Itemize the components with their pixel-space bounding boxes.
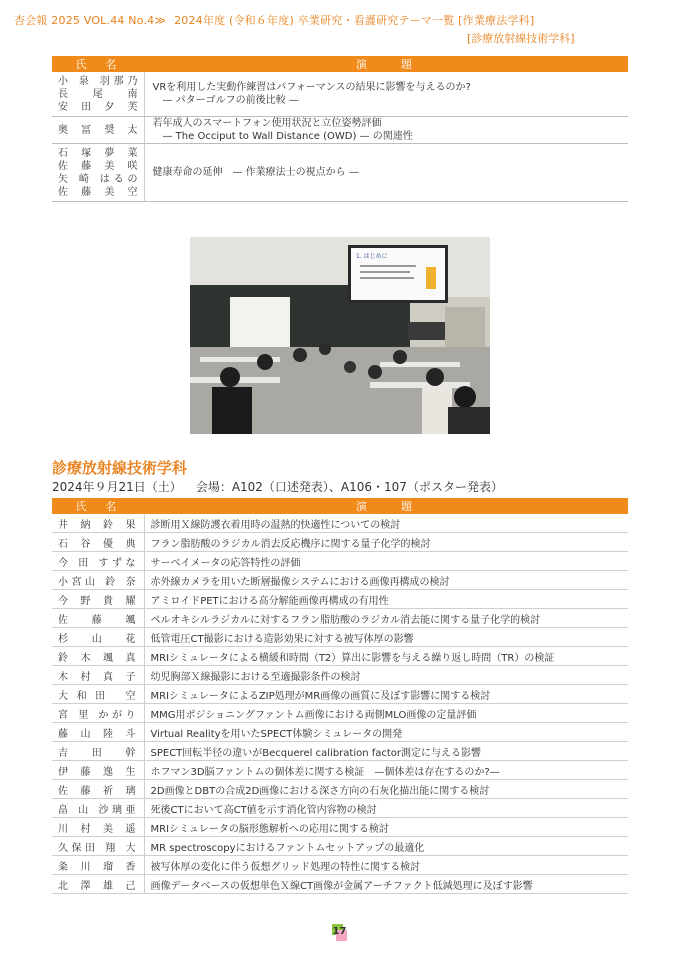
rad-theme-table — [52, 498, 628, 894]
author-names — [52, 144, 144, 202]
table-row — [52, 552, 628, 571]
table-row — [52, 72, 628, 117]
author-name: 畠 山 沙璃亜 — [58, 804, 136, 816]
author-name: 長 尾 南 — [58, 89, 138, 100]
event-date: 2024年９月21日（土） — [52, 480, 182, 494]
table-row — [52, 647, 628, 666]
author-name: 小宮山 鈴 奈 — [58, 576, 136, 588]
table-row — [52, 628, 628, 647]
author-name: 川 村 美 遥 — [58, 823, 136, 835]
author-names — [52, 628, 144, 647]
author-name: 鈴 木 颯 真 — [58, 652, 136, 664]
author-names — [52, 533, 144, 552]
author-names — [52, 799, 144, 818]
author-names — [52, 837, 144, 856]
research-title: サーベイメータの応答特性の評価 — [144, 552, 628, 571]
research-title: アミロイドPETにおける高分解能画像再構成の有用性 — [144, 590, 628, 609]
author-name: 杉 山 花 — [58, 633, 136, 645]
author-names — [52, 514, 144, 533]
author-name: 藤 山 陸 斗 — [58, 728, 136, 740]
table-row — [52, 609, 628, 628]
rad-theme-rows — [52, 514, 628, 894]
author-name: 佐 藤 祈 璃 — [58, 785, 136, 797]
research-title: 2D画像とDBTの合成2D画像における深さ方向の石灰化描出能に関する検討 — [144, 780, 628, 799]
col-header-name: 氏 名 — [52, 498, 144, 514]
table-row — [52, 704, 628, 723]
title-line: 健康寿命の延伸 — 作業療法士の視点から — — [152, 167, 359, 178]
section-title: 診療放射線技術学科 — [52, 459, 188, 477]
table-row — [52, 666, 628, 685]
author-names — [52, 875, 144, 894]
title-line: — The Occiput to Wall Distance (OWD) — の関連性 — [152, 131, 413, 142]
table-row — [52, 533, 628, 552]
author-names — [52, 609, 144, 628]
title-line: VRを利用した実動作練習はパフォーマンスの結果に影響を与えるのか? — [152, 82, 471, 93]
author-names — [52, 72, 144, 117]
author-name: 井 納 鈴 果 — [58, 519, 136, 531]
author-names — [52, 590, 144, 609]
table-row — [52, 144, 628, 202]
page-number: 17 — [332, 926, 347, 937]
author-name: 粂 川 瑠 香 — [58, 861, 136, 873]
research-title: 幼児胸部Ｘ線撮影における至適撮影条件の検討 — [144, 666, 628, 685]
author-name: 吉 田 幹 — [58, 747, 136, 759]
research-title — [144, 117, 628, 144]
research-title: ペルオキシルラジカルに対するフラン脂肪酸のラジカル消去能に関する量子化学的検討 — [144, 609, 628, 628]
author-name: 宮 里 かがり — [58, 709, 136, 721]
author-name: 木 村 真 子 — [58, 671, 136, 683]
running-header — [14, 12, 534, 28]
table-row — [52, 837, 628, 856]
research-title: 死後CTにおいて高CT値を示す消化管内容物の検討 — [144, 799, 628, 818]
author-names — [52, 856, 144, 875]
research-title: MMG用ポジショニングファントム画像における両側MLO画像の定量評価 — [144, 704, 628, 723]
table-row — [52, 875, 628, 894]
author-names — [52, 685, 144, 704]
presentation-photo — [190, 237, 490, 434]
author-names — [52, 780, 144, 799]
table-row — [52, 799, 628, 818]
slide-heading: 1. はじめに — [356, 253, 388, 260]
title-line: — パターゴルフの前後比較 — — [152, 95, 299, 106]
ot-theme-table — [52, 56, 628, 202]
table-row — [52, 117, 628, 144]
col-header-title: 演 題 — [144, 498, 628, 514]
section-subtitle — [52, 478, 503, 495]
table-row — [52, 571, 628, 590]
table-row — [52, 818, 628, 837]
author-names — [52, 818, 144, 837]
author-names — [52, 647, 144, 666]
author-name: 奥 冨 奨 太 — [58, 125, 138, 136]
author-name: 伊 藤 逸 生 — [58, 766, 136, 778]
author-name: 安 田 夕 芙 — [58, 102, 138, 113]
author-name: 小 泉 羽那乃 — [58, 76, 138, 87]
author-names — [52, 742, 144, 761]
author-name: 北 澤 雄 己 — [58, 880, 136, 892]
list-title: 2024年度 (令和６年度) 卒業研究・看護研究テーマ一覧 [作業療法学科] — [174, 14, 535, 27]
research-title: フラン脂肪酸のラジカル消去反応機序に関する量子化学的検討 — [144, 533, 628, 552]
research-title: 低管電圧CT撮影における造影効果に対する被写体厚の影響 — [144, 628, 628, 647]
table-row — [52, 590, 628, 609]
lecture-hall-illustration — [190, 237, 490, 434]
author-names — [52, 552, 144, 571]
research-title: SPECT回転半径の違いがBecquerel calibration factor測定に与える影響 — [144, 742, 628, 761]
col-header-title: 演 題 — [144, 56, 628, 72]
author-name: 今 田 すずな — [58, 557, 136, 569]
author-name: 石 塚 夢 菜 — [58, 148, 138, 159]
research-title: 赤外線カメラを用いた断層撮像システムにおける画像再構成の検討 — [144, 571, 628, 590]
author-name: 佐 藤 颯 — [58, 614, 136, 626]
title-line: 若年成人のスマートフォン使用状況と立位姿勢評価 — [152, 118, 382, 129]
event-venue: 会場：A102（口述発表）、A106・107（ポスター発表） — [195, 480, 503, 494]
research-title: ホフマン3D脳ファントムの個体差に関する検証 —個体差は存在するのか?— — [144, 761, 628, 780]
page-number-badge — [332, 924, 347, 941]
research-title: 画像データベースの仮想単色Ｘ線CT画像が金属アーチファクト低減処理に及ぼす影響 — [144, 875, 628, 894]
research-title — [144, 144, 628, 202]
research-title: 診断用Ｘ線防護衣着用時の温熱的快適性についての検討 — [144, 514, 628, 533]
research-title — [144, 72, 628, 117]
ot-theme-rows — [52, 72, 628, 202]
author-names — [52, 666, 144, 685]
author-names — [52, 761, 144, 780]
col-header-name: 氏 名 — [52, 56, 144, 72]
research-title: Virtual Realityを用いたSPECT体験シミュレータの開発 — [144, 723, 628, 742]
research-title: MRIシミュレータによるZIP処理がMR画像の画質に及ぼす影響に関する検討 — [144, 685, 628, 704]
author-name: 佐 藤 美 空 — [58, 187, 138, 198]
research-title: 被写体厚の変化に伴う仮想グリッド処理の特性に関する検討 — [144, 856, 628, 875]
author-name: 石 谷 優 典 — [58, 538, 136, 550]
research-title: MRIシミュレータによる横緩和時間（T2）算出に影響を与える繰り返し時間（TR）の検証 — [144, 647, 628, 666]
table-row — [52, 856, 628, 875]
table-row — [52, 761, 628, 780]
author-names — [52, 117, 144, 144]
author-name: 久保田 翔 大 — [58, 842, 136, 854]
table-row — [52, 742, 628, 761]
author-names — [52, 704, 144, 723]
dept2-tag: [診療放射線技術学科] — [467, 32, 575, 45]
table-row — [52, 723, 628, 742]
research-title: MR spectroscopyにおけるファントムセットアップの最適化 — [144, 837, 628, 856]
author-names — [52, 571, 144, 590]
table-row — [52, 514, 628, 533]
table-row — [52, 780, 628, 799]
author-name: 今 野 貴 耀 — [58, 595, 136, 607]
journal-label: 杏会報 2025 VOL.44 No.4≫ — [14, 14, 167, 27]
author-name: 大和田 空 — [58, 690, 136, 702]
research-title: MRIシミュレータの脳形態解析への応用に関する検討 — [144, 818, 628, 837]
author-names — [52, 723, 144, 742]
author-name: 矢 崎 はるの — [58, 174, 138, 185]
table-row — [52, 685, 628, 704]
author-name: 佐 藤 美 咲 — [58, 161, 138, 172]
